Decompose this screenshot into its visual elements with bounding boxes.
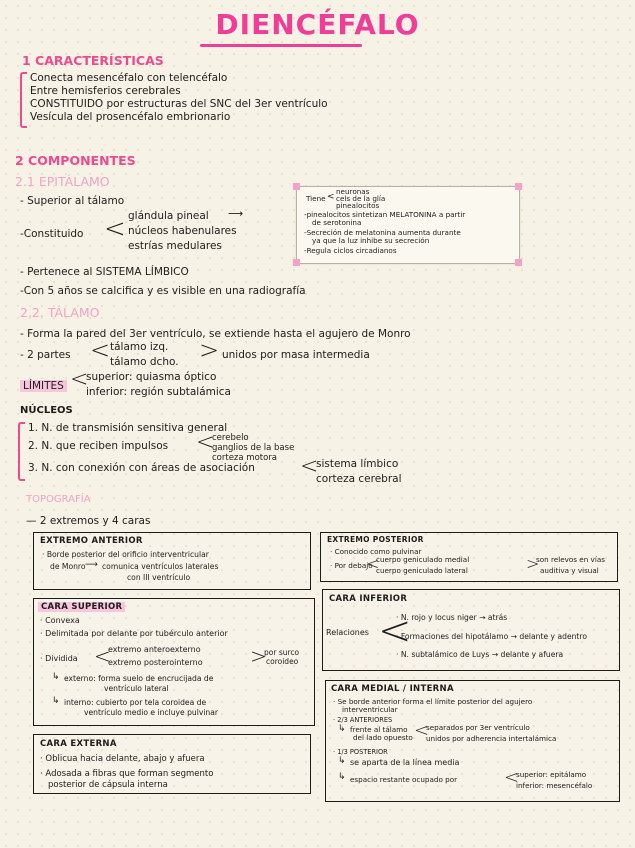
- box-inf-head: CARA INFERIOR: [329, 594, 408, 604]
- epi-limbic: - Pertenece al SISTEMA LÍMBICO: [20, 266, 189, 278]
- post-brace: <: [366, 554, 380, 573]
- box-post-head: EXTREMO POSTERIOR: [327, 535, 424, 544]
- epi-calcifica: -Con 5 años se calcifica y es visible en una radiografía: [20, 285, 306, 297]
- arrow-icon: ↳: [338, 756, 346, 766]
- note-tiene: Tiene: [306, 194, 326, 203]
- tal-lim-inf: inferior: región subtalámica: [86, 386, 231, 398]
- tal-partes-a: tálamo izq.: [110, 341, 169, 353]
- partes-brace-right: >: [199, 336, 220, 364]
- note-tiene-a: neuronas: [336, 187, 370, 196]
- note-corner: [515, 259, 522, 266]
- box-sup-l3d: coroideo: [266, 657, 299, 666]
- partes-brace: <: [90, 336, 111, 364]
- s1-item-2: Entre hemisferios cerebrales: [30, 85, 181, 97]
- box-post-l1: · Conocido como pulvinar: [330, 547, 422, 556]
- note-tiene-c: pinealocitos: [336, 201, 380, 210]
- nucleo-2-b: ganglios de la base: [212, 443, 295, 453]
- box-sup-head: CARA SUPERIOR: [38, 602, 125, 612]
- box-post-l2a: cuerpo geniculado medial: [376, 555, 470, 564]
- note-corner: [293, 183, 300, 190]
- epi-part-estrias: estrías medulares: [128, 240, 222, 252]
- s1-item-4: Vesícula del prosencéfalo embrionario: [30, 111, 231, 123]
- limites-brace: <: [70, 367, 89, 392]
- box-med-head: CARA MEDIAL / INTERNA: [331, 684, 454, 694]
- box-post-l3b: auditiva y visual: [540, 566, 599, 575]
- box-sup-l3: · Dividida: [40, 654, 78, 663]
- box-sup-l3b: extremo posterointerno: [108, 658, 203, 667]
- inf-brace: <: [378, 608, 412, 654]
- arrow-icon: ↳: [338, 724, 346, 734]
- epitalamo-heading: 2.1 EPITÁLAMO: [15, 174, 110, 189]
- s1-item-3: CONSTITUIDO por estructuras del SNC del 3er ventrículo: [30, 98, 328, 110]
- tal-partes-union: unidos por masa intermedia: [222, 349, 370, 361]
- med-brace: <: [414, 720, 430, 741]
- epi-part-pineal: glándula pineal: [128, 210, 209, 222]
- nucleo-2-c: corteza motora: [212, 453, 278, 463]
- limites-label: LÍMITES: [20, 380, 67, 392]
- nucleos-heading: NÚCLEOS: [20, 405, 73, 416]
- epi-superior: - Superior al tálamo: [20, 195, 125, 207]
- box-sup-l3a: extremo anteroexterno: [108, 645, 201, 654]
- nucleo-3-b: corteza cerebral: [316, 473, 402, 485]
- box-med-l3b: espacio restante ocupado por: [350, 775, 458, 784]
- nucleo-1: 1. N. de transmisión sensitiva general: [28, 422, 228, 434]
- note-line-2: de serotonina: [312, 218, 362, 227]
- box-ext-head: CARA EXTERNA: [40, 739, 117, 749]
- tal-partes-b: tálamo dcho.: [110, 356, 179, 368]
- epi-brace: <: [104, 214, 126, 244]
- section-2-heading: 2 COMPONENTES: [15, 153, 136, 168]
- box-med-l2d: unidos por adherencia intertalámica: [426, 734, 557, 743]
- topografia-heading: TOPOGRAFÍA: [26, 494, 91, 505]
- box-med-l3c: superior: epitálamo: [516, 770, 587, 779]
- arrow-icon: ↳: [338, 772, 346, 782]
- nucleo-2-brace: <: [196, 430, 215, 455]
- note-corner: [293, 259, 300, 266]
- box-sup-l4b: ventrículo lateral: [104, 684, 169, 693]
- box-sup-l1: · Convexa: [40, 616, 80, 625]
- tal-partes: - 2 partes: [20, 349, 71, 361]
- box-ant-l2: de Monro: [50, 562, 86, 571]
- arrow-icon: ↳: [52, 696, 60, 706]
- box-ext-l3: posterior de cápsula interna: [48, 780, 168, 790]
- box-post-l3a: son relevos en vías: [536, 555, 605, 564]
- box-sup-l2: · Delimitada por delante por tubérculo anterior: [40, 629, 228, 638]
- note-line-1: -pinealocitos sintetizan MELATONINA a partir: [304, 210, 466, 219]
- page-title: DIENCÉFALO: [215, 8, 420, 41]
- nucleo-3: 3. N. con conexión con áreas de asociación: [28, 462, 255, 474]
- title-underline: [200, 44, 362, 47]
- arrow-icon: ⟶: [85, 560, 98, 570]
- nucleo-2-a: cerebelo: [212, 433, 249, 443]
- box-med-l2c: separados por 3er ventrículo: [426, 723, 530, 732]
- tal-lim-sup: superior: quiasma óptico: [86, 371, 217, 383]
- box-med-l2: · 2/3 ANTERIORES: [333, 716, 393, 724]
- s1-item-1: Conecta mesencéfalo con telencéfalo: [30, 72, 228, 84]
- note-tiene-b: cels de la glía: [336, 194, 386, 203]
- nucleos-bracket: [18, 422, 25, 481]
- arrow-icon: ↳: [52, 672, 60, 682]
- sup-brace-right: >: [250, 644, 267, 668]
- section-1-bracket: [20, 72, 27, 128]
- sup-brace: <: [94, 644, 111, 668]
- nucleo-3-brace: <: [300, 454, 319, 479]
- section-1-heading: 1 CARACTERÍSTICAS: [22, 53, 164, 68]
- box-med-l1b: interventricular: [342, 705, 398, 714]
- arrow-icon: ⟶: [228, 208, 244, 220]
- box-sup-l3c: por surco: [264, 648, 300, 657]
- box-inf-rel: Relaciones: [326, 628, 369, 637]
- box-ext-l1: · Oblicua hacia delante, abajo y afuera: [40, 754, 205, 764]
- box-ext-l2: · Adosada a fibras que forman segmento: [40, 769, 214, 779]
- box-sup-l4: externo: forma suelo de encrucijada de: [64, 674, 214, 683]
- box-post-l2b: cuerpo geniculado lateral: [376, 566, 468, 575]
- epi-part-habenulares: núcleos habenulares: [128, 225, 237, 237]
- box-ant-head: EXTREMO ANTERIOR: [40, 536, 143, 546]
- box-sup-l5b: ventrículo medio e incluye pulvinar: [84, 708, 219, 717]
- box-ant-l4: con III ventrículo: [127, 573, 191, 582]
- epi-constituido: -Constituido: [20, 228, 84, 240]
- box-inf-r1: · N. rojo y locus niger → atrás: [396, 613, 508, 622]
- note-line-3: -Secreción de melatonina aumenta durante: [304, 228, 461, 237]
- box-med-l2b: del lado opuesto: [353, 733, 413, 742]
- nucleo-2: 2. N. que reciben impulsos: [28, 440, 169, 452]
- post-brace-right: >: [526, 554, 540, 573]
- nucleo-3-a: sistema límbico: [316, 458, 399, 470]
- note-line-4: ya que la luz inhibe su secreción: [312, 236, 430, 245]
- box-med-l1: · Se borde anterior forma el límite posterior del agujero: [333, 697, 533, 706]
- talamo-heading: 2.2. TÁLAMO: [20, 305, 100, 320]
- box-ant-l3: comunica ventrículos laterales: [102, 562, 219, 571]
- box-sup-l5: interno: cubierto por tela coroidea de: [64, 698, 207, 707]
- box-med-l3: · 1/3 POSTERIOR: [333, 748, 388, 756]
- box-med-l3d: inferior: mesencéfalo: [516, 781, 593, 790]
- topo-line: — 2 extremos y 4 caras: [26, 515, 151, 527]
- box-inf-r3: · N. subtalámico de Luys → delante y afuera: [396, 650, 564, 659]
- box-post-l2: · Por debajo: [330, 561, 373, 570]
- med-brace-2: <: [504, 767, 520, 788]
- note-line-5: -Regula ciclos circadianos: [304, 246, 397, 255]
- box-med-l3a: se aparta de la línea media: [350, 758, 460, 767]
- box-ant-l1: · Borde posterior del orificio interventricular: [42, 550, 209, 559]
- note-brace: <: [327, 192, 335, 202]
- tal-pared: - Forma la pared del 3er ventrículo, se extiende hasta el agujero de Monro: [20, 328, 411, 340]
- note-corner: [515, 183, 522, 190]
- box-inf-r2: · Formaciones del hipotálamo → delante y adentro: [396, 632, 588, 641]
- box-med-l2a: frente al tálamo: [350, 725, 408, 734]
